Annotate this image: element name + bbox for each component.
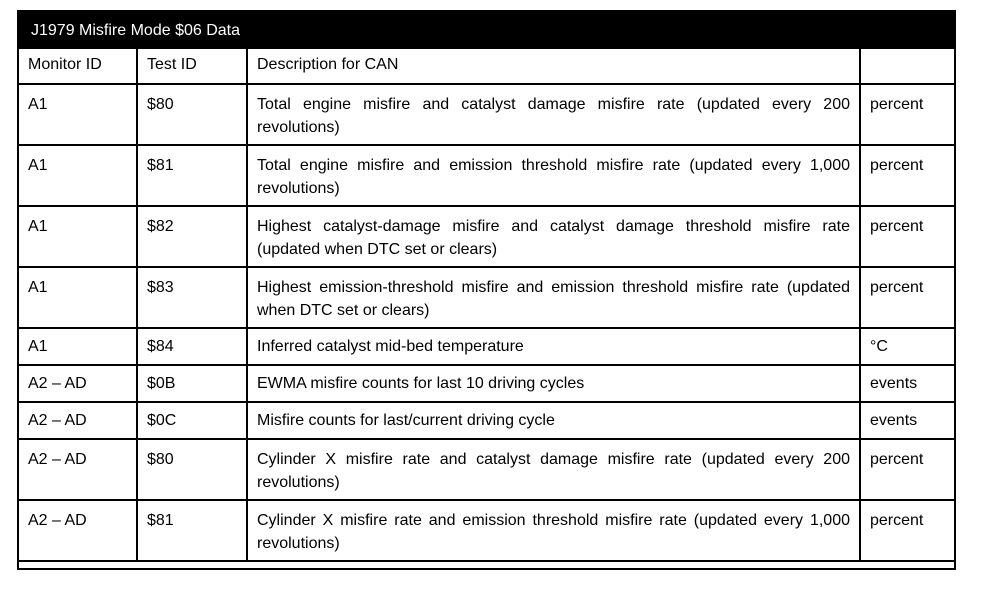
table-row	[19, 365, 954, 402]
cell-monitor-id: A2 – AD	[19, 402, 137, 439]
cell-description: Misfire counts for last/current driving cycle	[247, 402, 860, 439]
cell-units: percent	[860, 145, 954, 206]
table-row	[19, 84, 954, 145]
header-test-id: Test ID	[137, 49, 247, 84]
cell-monitor-id: A1	[19, 84, 137, 145]
cell-description: Cylinder X misfire rate and emission threshold misfire rate (updated every 1,000 revolutions)	[247, 500, 860, 561]
cell-units: events	[860, 402, 954, 439]
cell-units: percent	[860, 267, 954, 328]
misfire-data-table-frame	[17, 10, 956, 570]
header-monitor-id: Monitor ID	[19, 49, 137, 84]
cell-test-id: $81	[137, 500, 247, 561]
cell-test-id: $83	[137, 267, 247, 328]
cell-test-id: $0B	[137, 365, 247, 402]
misfire-data-table	[19, 49, 954, 562]
cell-units: events	[860, 365, 954, 402]
cell-monitor-id: A1	[19, 206, 137, 267]
cell-test-id: $81	[137, 145, 247, 206]
cell-monitor-id: A2 – AD	[19, 500, 137, 561]
cell-monitor-id: A1	[19, 145, 137, 206]
header-description: Description for CAN	[247, 49, 860, 84]
cell-units: percent	[860, 500, 954, 561]
cell-test-id: $80	[137, 439, 247, 500]
cell-units: percent	[860, 84, 954, 145]
cell-units: percent	[860, 206, 954, 267]
table-row	[19, 206, 954, 267]
cell-monitor-id: A2 – AD	[19, 365, 137, 402]
cell-description: Total engine misfire and emission threshold misfire rate (updated every 1,000 revolutions)	[247, 145, 860, 206]
cell-test-id: $84	[137, 328, 247, 365]
table-row	[19, 439, 954, 500]
cell-monitor-id: A1	[19, 328, 137, 365]
cell-test-id: $80	[137, 84, 247, 145]
cell-units: percent	[860, 439, 954, 500]
table-row	[19, 267, 954, 328]
cell-units: °C	[860, 328, 954, 365]
table-title: J1979 Misfire Mode $06 Data	[19, 12, 954, 49]
cell-test-id: $82	[137, 206, 247, 267]
cell-description: Inferred catalyst mid-bed temperature	[247, 328, 860, 365]
header-units	[860, 49, 954, 84]
table-row	[19, 328, 954, 365]
cell-description: Highest catalyst-damage misfire and catalyst damage threshold misfire rate (updated when DTC set or clears)	[247, 206, 860, 267]
cell-description: Total engine misfire and catalyst damage misfire rate (updated every 200 revolutions)	[247, 84, 860, 145]
cell-monitor-id: A1	[19, 267, 137, 328]
cell-description: EWMA misfire counts for last 10 driving cycles	[247, 365, 860, 402]
table-row	[19, 500, 954, 561]
cell-description: Cylinder X misfire rate and catalyst damage misfire rate (updated every 200 revolutions)	[247, 439, 860, 500]
cell-monitor-id: A2 – AD	[19, 439, 137, 500]
cell-description: Highest emission-threshold misfire and emission threshold misfire rate (updated when DTC set or clears)	[247, 267, 860, 328]
table-header-row	[19, 49, 954, 84]
table-row	[19, 402, 954, 439]
cell-test-id: $0C	[137, 402, 247, 439]
table-row	[19, 145, 954, 206]
